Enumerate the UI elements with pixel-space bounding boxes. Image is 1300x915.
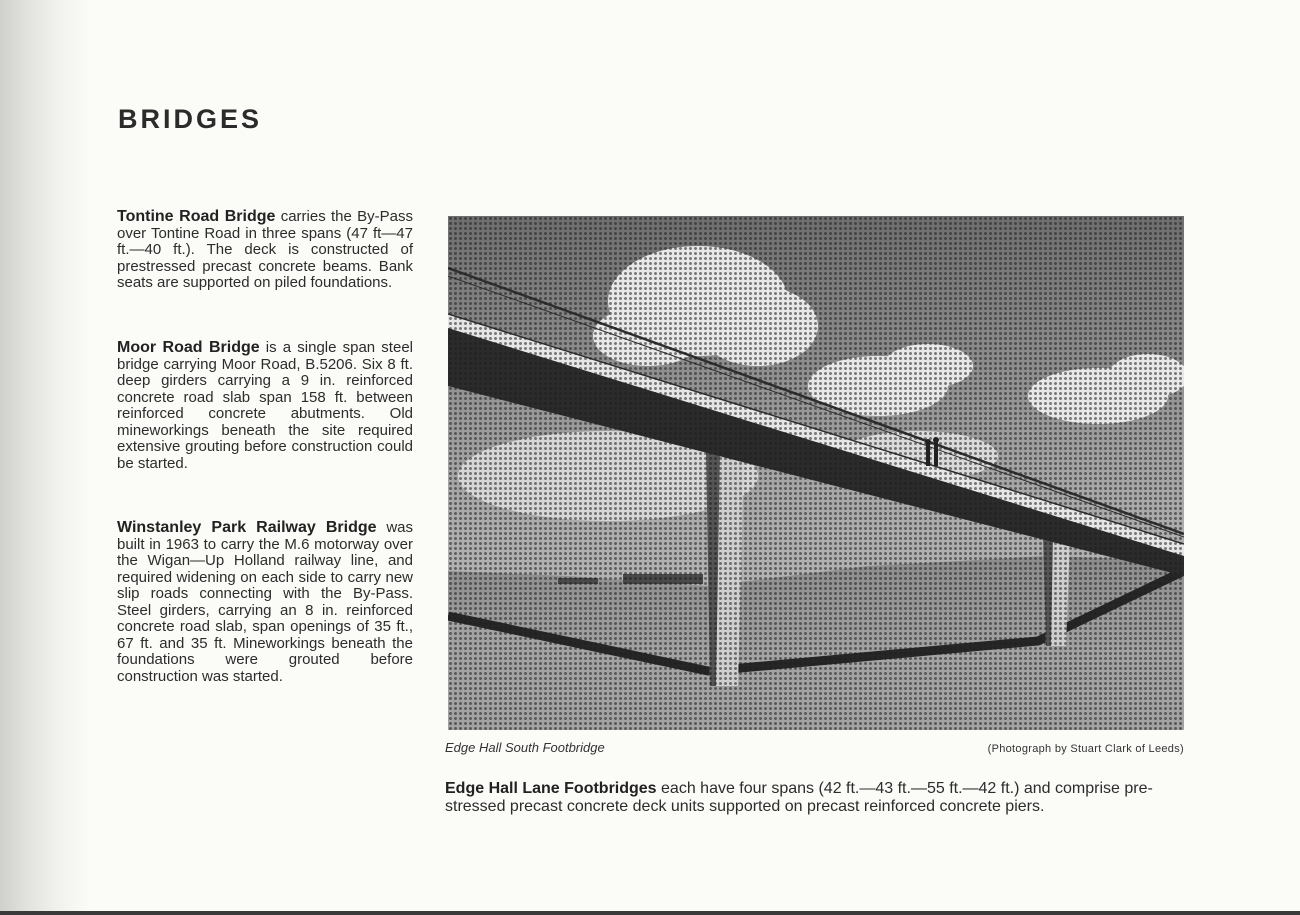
paragraph-heading: Winstanley Park Railway Bridge [117,519,377,536]
photo-caption: Edge Hall South Footbridge [445,740,605,755]
paragraph-heading: Moor Road Bridge [117,339,260,356]
paragraph-edge-hall-lane-footbridges [445,780,1190,816]
photo-credit: (Photograph by Stuart Clark of Leeds) [987,743,1184,755]
paragraph-tontine-road-bridge [117,209,413,292]
page-bottom-edge [0,911,1300,915]
page-gutter-shadow [0,0,90,915]
page-title: BRIDGES [118,104,263,134]
paragraph-body: carries the By-Pass over Tontine Road in three spans (47 ft—47 ft.—40 ft.). The deck is constructed of prestressed precast concrete beams. Bank seats are supported on piled foundations. [117,208,413,291]
paragraph-body: each have four spans (42 ft.—43 ft.—55 ft.—42 ft.) and comprise pre-stressed precast concrete deck units supported on precast reinforced concrete piers. [445,780,1153,815]
paragraph-body: is a single span steel bridge carrying Moor Road, B.5206. Six 8 ft. deep girders carrying a 9 in. reinforced concrete road slab span 158 ft. between reinforced concrete abutments. Old mineworkings beneath the site required extensive grouting before construction could be started. [117,339,413,472]
footbridge-photo [448,216,1184,730]
footbridge-illustration [448,216,1184,730]
paragraph-winstanley-park-railway-bridge [117,520,413,685]
paragraph-moor-road-bridge [117,340,413,472]
paragraph-body: was built in 1963 to carry the M.6 motorway over the Wigan—Up Holland railway line, and required widening on each side to carry new slip roads connecting with the By-Pass. Steel girders, carrying an 8 in. reinforced concrete road slab, span openings of 35 ft., 67 ft. and 35 ft. Mineworkings beneath the foundations were grouted before construction was started. [117,519,414,685]
paragraph-heading: Tontine Road Bridge [117,208,276,225]
paragraph-heading: Edge Hall Lane Footbridges [445,780,657,797]
